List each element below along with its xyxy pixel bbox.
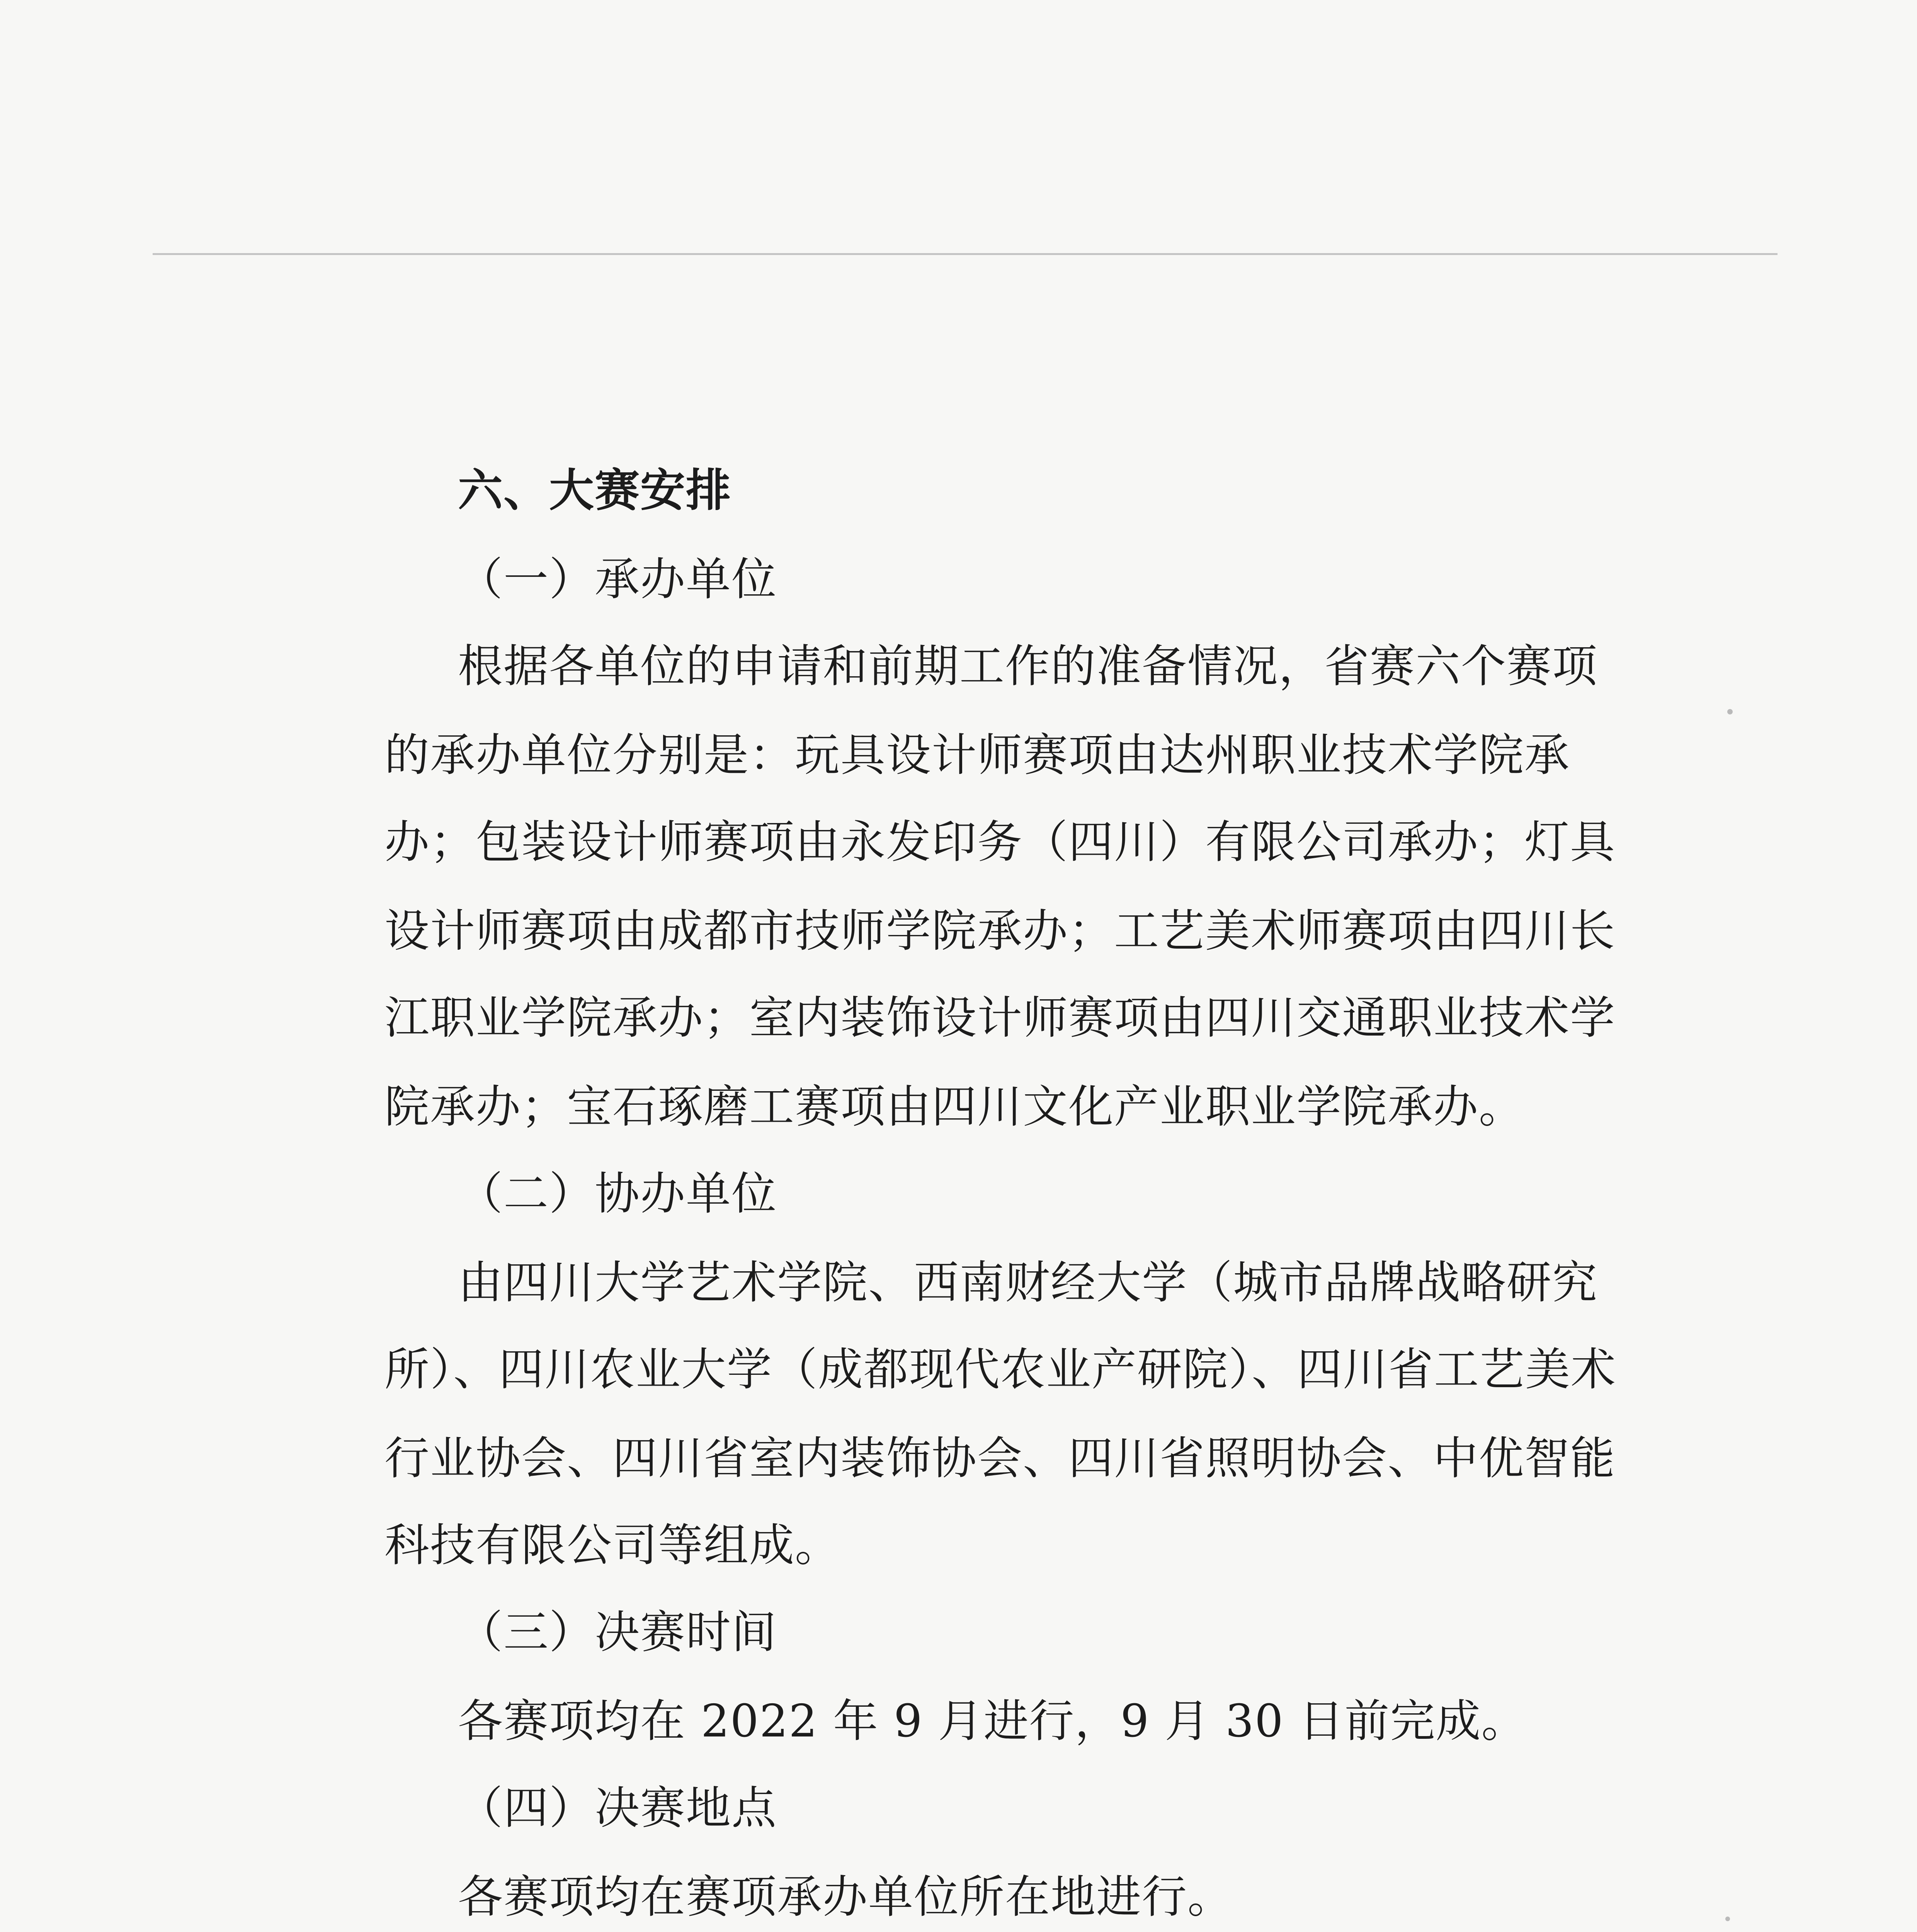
paragraph-line: 科技有限公司等组成。 <box>384 1519 840 1571</box>
paragraph-line: 根据各单位的申请和前期工作的准备情况，省赛六个赛项 <box>458 640 1598 692</box>
subsection-3-title: （三）决赛时间 <box>458 1606 777 1658</box>
paragraph-line: 各赛项均在 2022 年 9 月进行，9 月 30 日前完成。 <box>458 1695 1527 1747</box>
section-6-heading: 六、大赛安排 <box>458 464 731 517</box>
paragraph-line: 所）、四川农业大学（成都现代农业产研院）、四川省工艺美术 <box>384 1344 1616 1396</box>
paragraph-line: 设计师赛项由成都市技师学院承办；工艺美术师赛项由四川长 <box>384 905 1616 957</box>
subsection-1-title: （一）承办单位 <box>458 553 777 605</box>
scan-speck <box>1725 1917 1730 1921</box>
paragraph-line: 各赛项均在赛项承办单位所在地进行。 <box>458 1871 1233 1923</box>
paragraph-line: 由四川大学艺术学院、西南财经大学（城市品牌战略研究 <box>458 1257 1598 1309</box>
paragraph-line: 江职业学院承办；室内装饰设计师赛项由四川交通职业技术学 <box>384 992 1616 1044</box>
subsection-2-title: （二）协办单位 <box>458 1168 777 1220</box>
scan-speck <box>1727 709 1733 714</box>
subsection-4-title: （四）决赛地点 <box>458 1782 777 1834</box>
header-rule <box>153 253 1778 255</box>
paragraph-line: 的承办单位分别是：玩具设计师赛项由达州职业技术学院承 <box>384 729 1570 781</box>
paragraph-line: 行业协会、四川省室内装饰协会、四川省照明协会、中优智能 <box>384 1432 1616 1485</box>
paragraph-line: 院承办；宝石琢磨工赛项由四川文化产业职业学院承办。 <box>384 1081 1524 1133</box>
paragraph-line: 办；包装设计师赛项由永发印务（四川）有限公司承办；灯具 <box>384 816 1616 868</box>
